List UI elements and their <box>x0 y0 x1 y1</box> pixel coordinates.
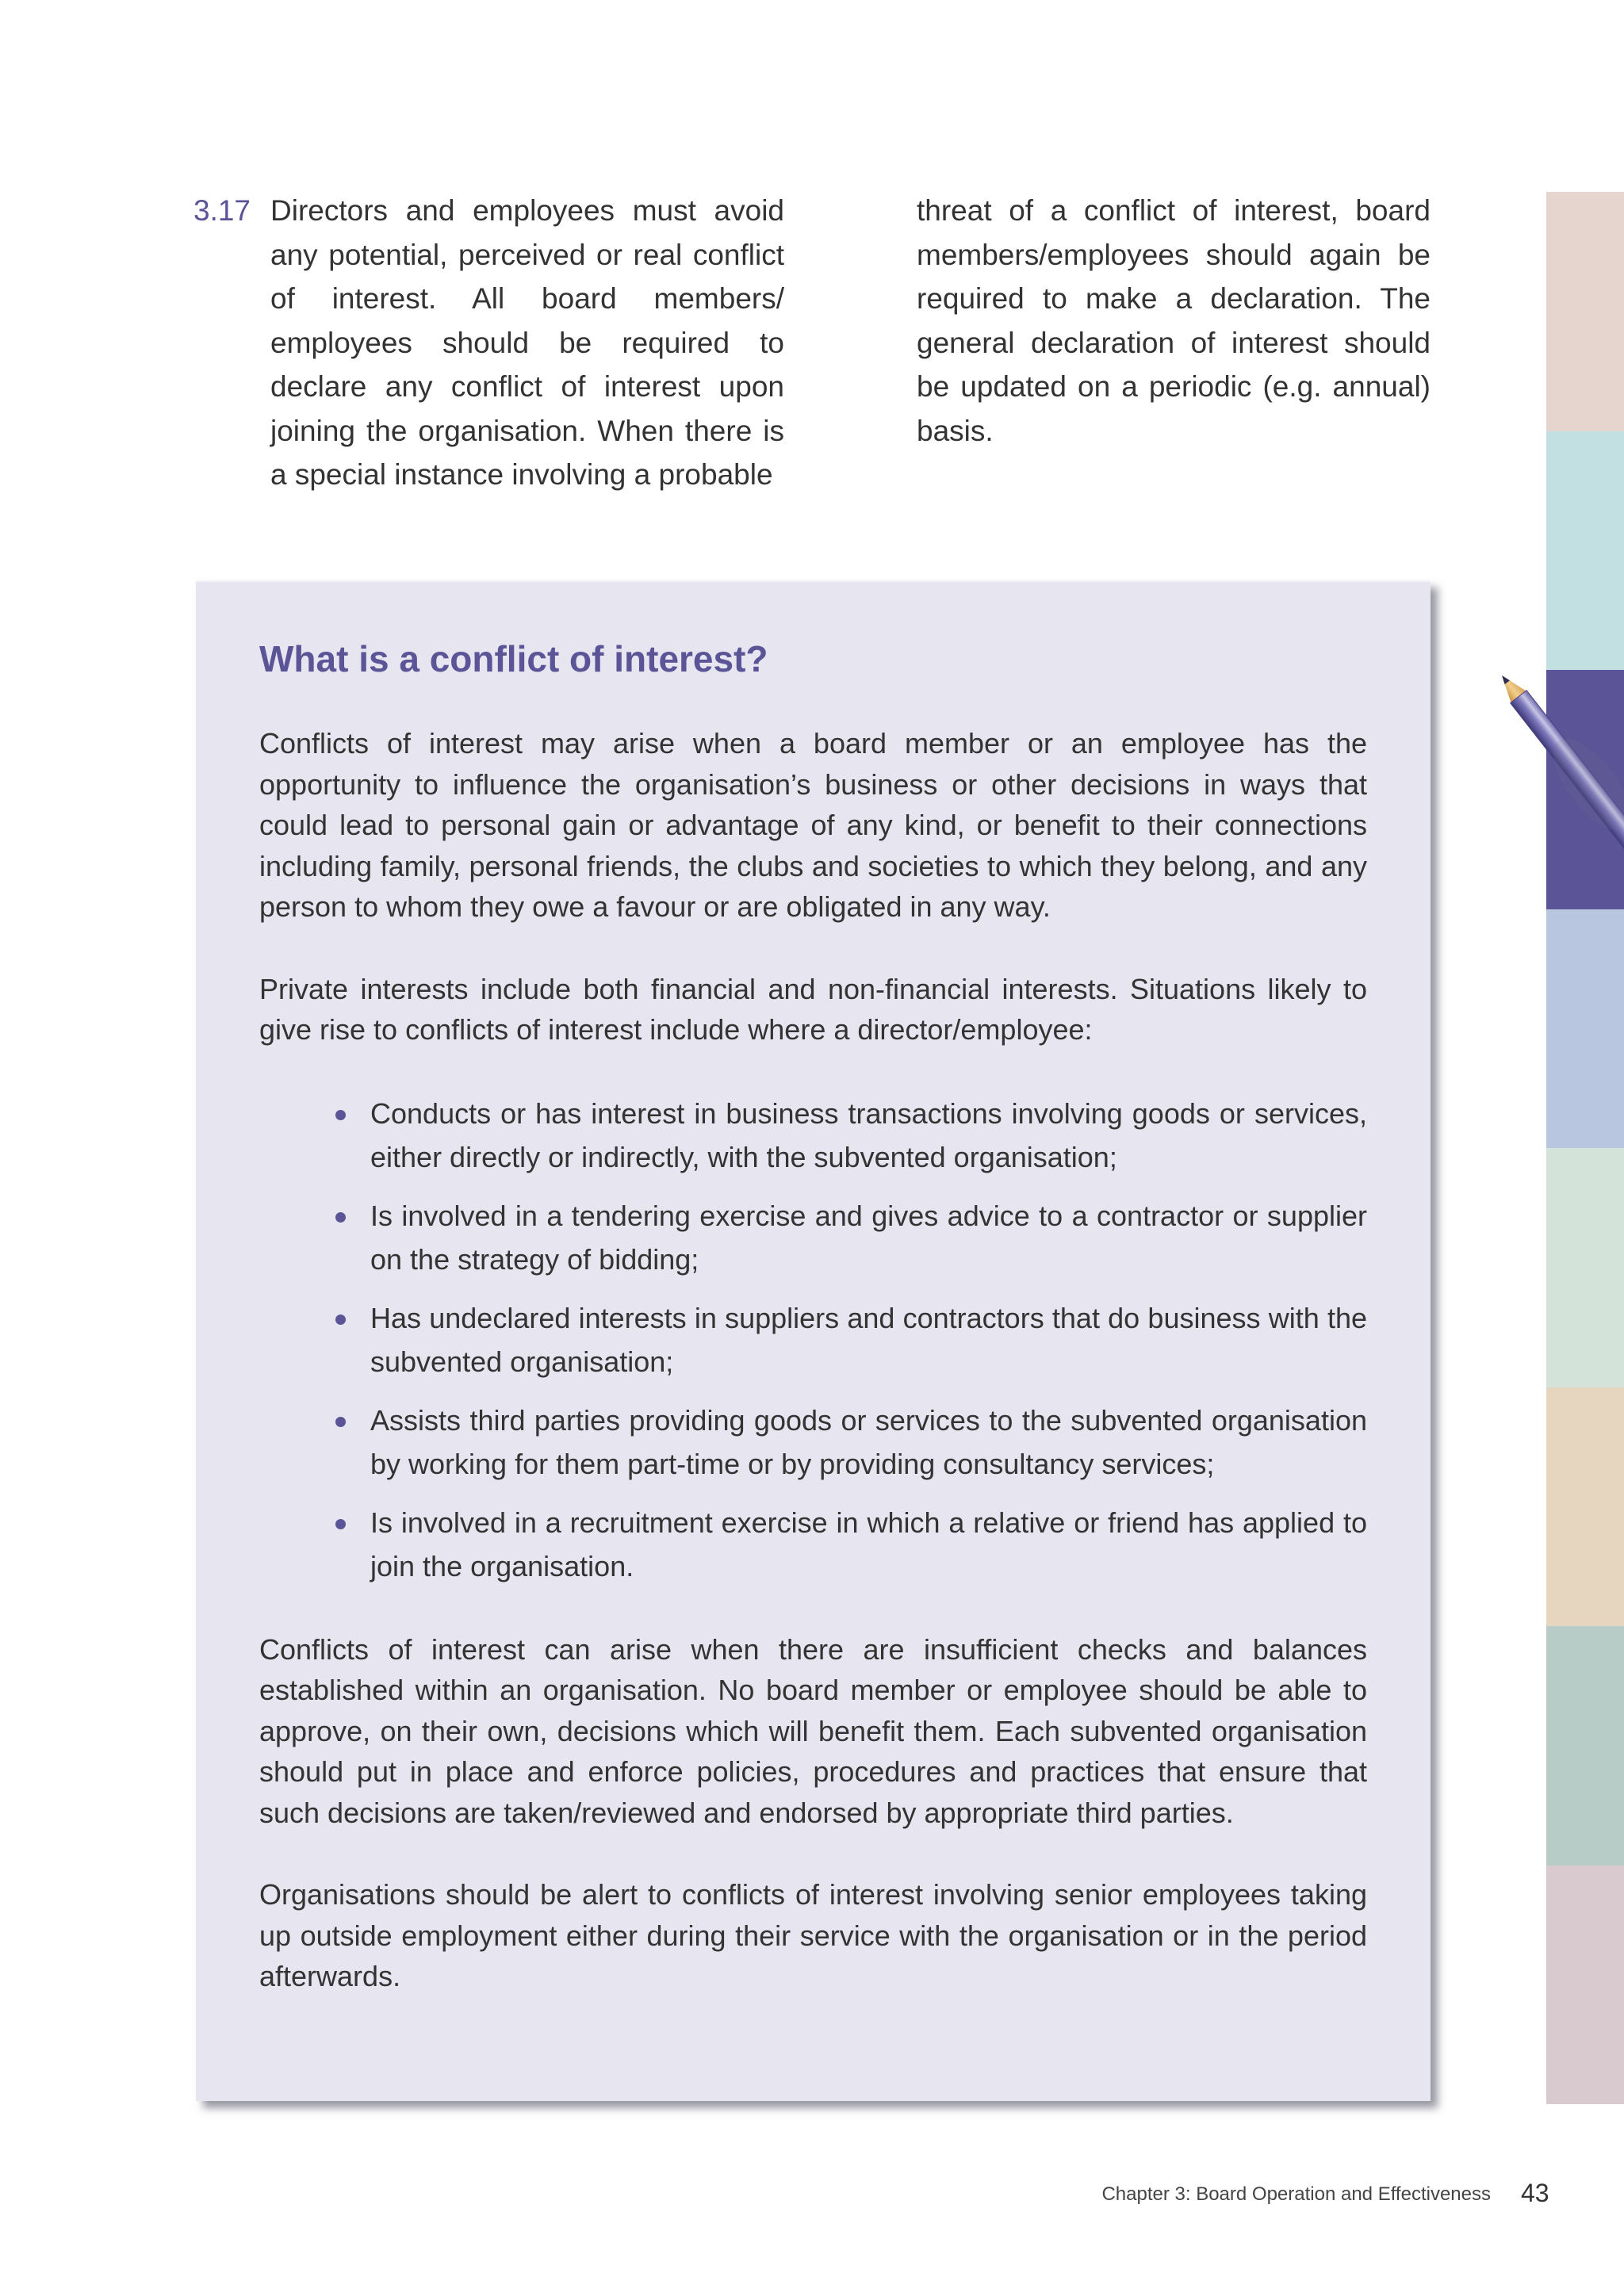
box-paragraph-1: Conflicts of interest may arise when a board member or an employee has the opportunity to influence the organisation’s business or other decisions in ways that could lead to personal gain or advantage of any kind, or benefit to their connections including family, personal friends, the clubs and societies to which they belong, and any person to whom they owe a favour or are obligated in any way. <box>259 727 1367 923</box>
list-item <box>370 1092 1367 1179</box>
chapter-tab <box>1546 1387 1624 1627</box>
chapter-tab <box>1546 1148 1624 1387</box>
list-item-text: Assists third parties providing goods or services to the subvented organisation by working for them part-time or by providing consultancy services; <box>370 1403 1367 1480</box>
box-title: What is a conflict of interest? <box>259 638 768 679</box>
chapter-tab-strip <box>1546 192 1624 2104</box>
list-item-text: Has undeclared interests in suppliers and contractors that do business with the subvented organisation; <box>370 1301 1367 1378</box>
conflict-of-interest-box <box>196 580 1431 2101</box>
list-item <box>370 1501 1367 1588</box>
list-item-text: Conducts or has interest in business transactions involving goods or services, either directly or indirectly, with the subvented organisation; <box>370 1096 1367 1173</box>
page-number: 43 <box>1521 2179 1549 2207</box>
section-3-17 <box>0 0 1624 523</box>
box-paragraph-2: Private interests include both financial and non-financial interests. Situations likely to give rise to conflicts of interest include where a director/employee: <box>259 972 1367 1046</box>
list-item-text: Is involved in a tendering exercise and gives advice to a contractor or supplier on the strategy of bidding; <box>370 1199 1367 1276</box>
chapter-tab <box>1546 192 1624 431</box>
bullet-icon <box>335 1519 346 1529</box>
chapter-tab <box>1546 431 1624 671</box>
chapter-tab <box>1546 1866 1624 2105</box>
list-item-text: Is involved in a recruitment exercise in which a relative or friend has applied to join the organisation. <box>370 1506 1367 1582</box>
box-paragraph-4: Organisations should be alert to conflicts of interest involving senior employees taking up outside employment either during their service with the organisation or in the period afterwards. <box>259 1878 1367 1992</box>
pencil-icon <box>1491 666 1624 856</box>
chapter-tab <box>1546 1626 1624 1866</box>
bullet-icon <box>335 1212 346 1223</box>
bullet-icon <box>335 1110 346 1120</box>
section-text-right: threat of a conflict of interest, board members/employees should again be required to make a declaration. The general declaration of interest should be updated on a periodic (e.g. annual) basis. <box>917 194 1431 447</box>
section-text-left: Directors and employees must avoid any potential, perceived or real conflict of interest. All board members/ employees should be required to declare any conflict of interest upon joining the organisation. When there is a special instance involving a probable <box>270 194 784 491</box>
bullet-icon <box>335 1417 346 1427</box>
footer-chapter-title: Chapter 3: Board Operation and Effectiveness <box>1101 2183 1491 2205</box>
section-number: 3.17 <box>193 194 251 227</box>
chapter-tab <box>1546 909 1624 1149</box>
list-item <box>370 1296 1367 1383</box>
bullet-icon <box>335 1314 346 1325</box>
situations-list <box>259 1092 1367 1588</box>
box-paragraph-3: Conflicts of interest can arise when there are insufficient checks and balances established within an organisation. No board member or employee should be able to approve, on their own, decisions which will benefit them. Each subvented organisation should put in place and enforce policies, procedures and practices that ensure that such decisions are taken/reviewed and endorsed by appropriate third parties. <box>259 1632 1367 1829</box>
list-item <box>370 1399 1367 1486</box>
list-item <box>370 1194 1367 1281</box>
